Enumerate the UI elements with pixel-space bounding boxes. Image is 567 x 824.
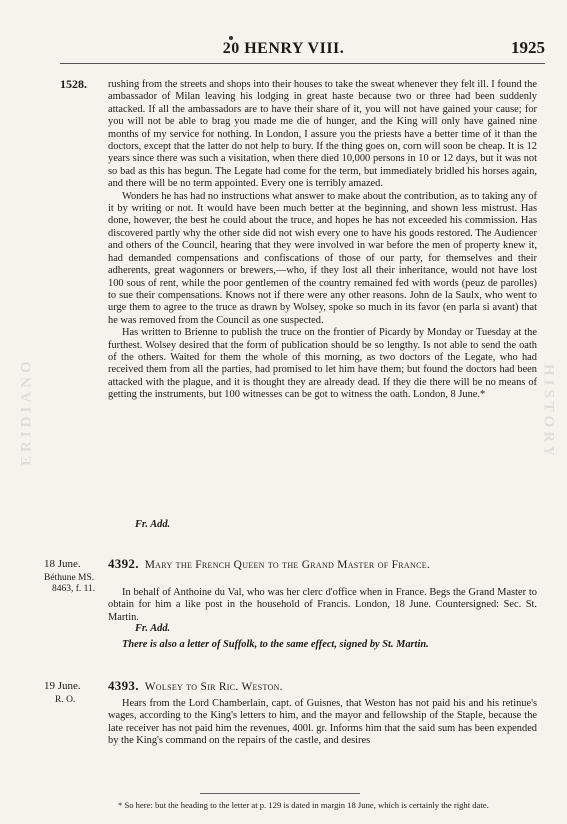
- entry-4393-text: Hears from the Lord Chamberlain, capt. of Guisnes, that Weston has not paid his and his retinue's wages, according to the King's letters to him, and the mayor and fellowship of the Staple, because the late receiver has not paid him the revenues, 400l. gr. Informs him that the said sum has been expended by the King's command on the repairs of the castle, and desires: [108, 698, 537, 747]
- entry-4392-number: 4392.: [108, 556, 139, 571]
- entry-4393-title: Wolsey to Sir Ric. Weston.: [144, 681, 283, 693]
- paragraph-2: Wonders he has had no instructions what answer to make about the contribution, as to taking any of it by writing or not. It would have been much better at the beginning, and shown less mistrust. Has done, however, the best he could about the truce, and hopes he has not exceeded his commission. Has discovered partly why the other side did not wish every one to have his goods restored. The Audiencer and others of the Council, hearing that they were involved in war before the men of property knew it, had demanded compensations and confiscations of those of our party, for themselves and their adherents, great wagonners or brewers,—who, if they lost all their inheritance, would not have lost 100 sous of rent, while the poor gentlemen of the country remained fed with words (peuz de parolles) to sue their compensations. Knows not if there were any other reasons. John de la Saulx, who went to urge them to agree to the truce as drawn by Wolsey, spoke so much in its favor (en parla si avant) that he was removed from the Council as one suspected.: [108, 190, 537, 326]
- continued-letter: [108, 79, 537, 402]
- running-header-title: 20 HENRY VIII.: [222, 40, 345, 57]
- margin-date-4393: 19 June.: [44, 680, 81, 692]
- entry-4393-body: [108, 698, 537, 748]
- margin-source-4392-line1: Béthune MS.: [44, 573, 95, 583]
- margin-source-4393: R. O.: [55, 695, 76, 705]
- margin-year: 1528.: [60, 77, 87, 91]
- paragraph-3: Has written to Brienne to publish the truce on the frontier of Picardy by Monday or Tuesday at the furthest. Wolsey desired that the form of publication should be so lengthy. Is not able to send the oath of the others. Waited for them the whole of this morning, as two doctors of the Legate, who had received them from all the parties, had promised to let him have them; but found the doctors had been attacked with the plague, and it is thought they are already dead. If they die there will be no means of getting the instruments, but 100 witnesses can be got to witness the oath. London, 8 June.*: [108, 327, 537, 401]
- page-number: 1925: [511, 38, 545, 57]
- margin-source-4392-line2: 8463, f. 11.: [52, 584, 96, 594]
- entry-4392-heading: [108, 557, 537, 573]
- entry-4393-number: 4393.: [108, 678, 139, 693]
- signoff-fr-add-2: Fr. Add.: [135, 623, 171, 634]
- footnote-text: * So here: but the heading to the letter at p. 129 is dated in margin 18 June, which is certainly the right date.: [118, 800, 489, 810]
- entry-4392-note: There is also a letter of Suffolk, to the same effect, signed by St. Martin.: [122, 639, 429, 650]
- entry-4393-heading: [108, 679, 537, 695]
- margin-date-4392: 18 June.: [44, 558, 81, 570]
- paragraph-1: rushing from the streets and shops into their houses to take the sweat whenever they felt ill. I found the ambassador of Milan leaving his lodging in great haste because two or three had been suddenly attacked. If all the ambassadors are to have their share of it, you will not have gained your cause; for you will not be able to brag you made me die of hunger, and the King will only have gained nine months of my service for nothing. In London, I assure you the priests have a better time of it than the doctors, except that the latter do not help to bury. If the thing goes on, corn will soon be cheap. It is 12 years since there was such a visitation, when there died 10,000 persons in 10 or 12 days, but it was not so bad as this has begun. The Legate had come for the term, but immediately bridled his horses again, and there will be no term appointed. Every one is terribly amazed.: [108, 79, 537, 190]
- watermark-left: ERIDIANO: [18, 357, 35, 467]
- footnote: [108, 800, 537, 810]
- entry-4392-title: Mary the French Queen to the Grand Master of France.: [144, 559, 431, 571]
- watermark-right: HISTORY: [540, 363, 557, 461]
- footnote-rule: [200, 793, 360, 794]
- signoff-fr-add-1: Fr. Add.: [135, 519, 171, 530]
- entry-4392-note-block: [108, 639, 537, 651]
- header-rule: [60, 63, 545, 64]
- entry-4392-text: In behalf of Anthoine du Val, who was her clerc d'office when in France. Begs the Grand Master to obtain for him a like post in the household of Francis. London, 18 June. Countersigned: Sec. St. Martin.: [108, 587, 537, 623]
- entry-4392-body: [108, 587, 537, 624]
